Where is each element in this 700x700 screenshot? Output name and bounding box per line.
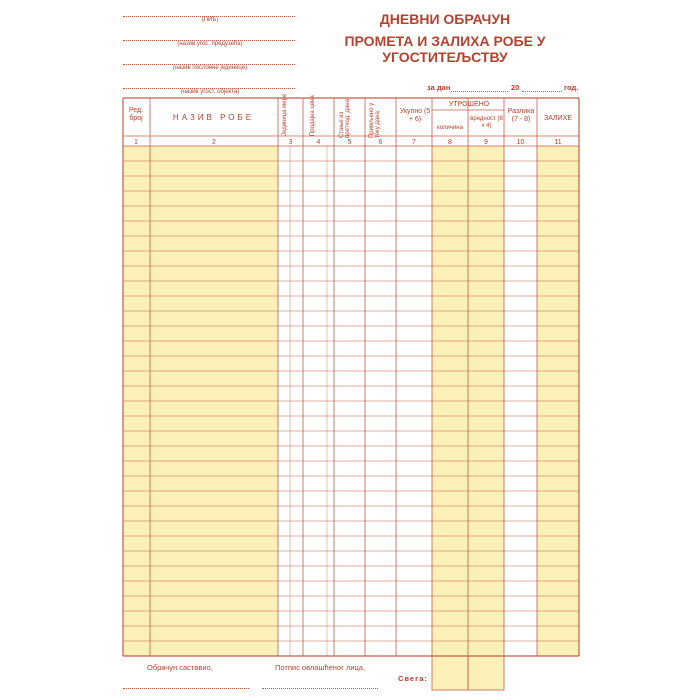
date-label: за дан <box>427 83 451 92</box>
col-number: 3 <box>288 139 293 146</box>
col-header-price: Продајна цена <box>310 95 316 136</box>
col-header-value: вредност (8 x 4) <box>470 116 503 129</box>
col-header-goods-name: НАЗИВ РОБЕ <box>172 113 255 122</box>
col-number: 2 <box>212 139 216 146</box>
object-caption: (назив угост. објекта) <box>180 89 240 95</box>
date-suffix: год. <box>564 83 579 92</box>
col-header-stock: ЗАЛИХЕ <box>543 115 572 122</box>
col-header-prev-stock: Стање из претход. дана <box>339 99 351 138</box>
prepared-by-label: Обрачун саставио, <box>147 663 213 672</box>
pib-caption: (ПИБ) <box>201 17 219 23</box>
col-header-used-group: УТРОШЕНО <box>448 101 490 108</box>
col-number: 8 <box>448 139 452 146</box>
title-line-2: ПРОМЕТА И ЗАЛИХА РОБЕ У УГОСТИТЕЉСТВУ <box>344 33 546 65</box>
signature-line[interactable] <box>262 688 378 689</box>
col-header-quantity: количина <box>437 125 463 131</box>
col-header-difference: Разлика (7 - 8) <box>507 108 535 123</box>
prepared-by-line[interactable] <box>123 688 249 689</box>
col-number: 7 <box>412 139 416 146</box>
title-line-1: ДНЕВНИ ОБРАЧУН <box>379 11 511 27</box>
signature-label: Потпис овлашћеног лица, <box>275 663 366 672</box>
col-header-row-no: Ред. број <box>128 107 144 122</box>
col-number: 6 <box>378 139 383 146</box>
total-label: Свега: <box>398 674 428 683</box>
col-number: 9 <box>484 139 488 146</box>
col-number: 1 <box>134 139 138 146</box>
date-year-prefix: 20 <box>511 83 520 92</box>
col-header-unit: Јединица мере <box>282 93 288 136</box>
col-number: 5 <box>347 139 352 146</box>
col-header-total: Укупно (5 + 6) <box>399 108 431 123</box>
col-number: 10 <box>516 139 525 146</box>
col-number: 4 <box>316 139 321 146</box>
col-number: 11 <box>554 139 562 146</box>
company-caption: (назив угос. предузећа) <box>177 41 243 47</box>
unit-caption: (назив пословне јединице) <box>172 65 248 71</box>
col-header-received: Примљено у току дана <box>369 102 381 138</box>
